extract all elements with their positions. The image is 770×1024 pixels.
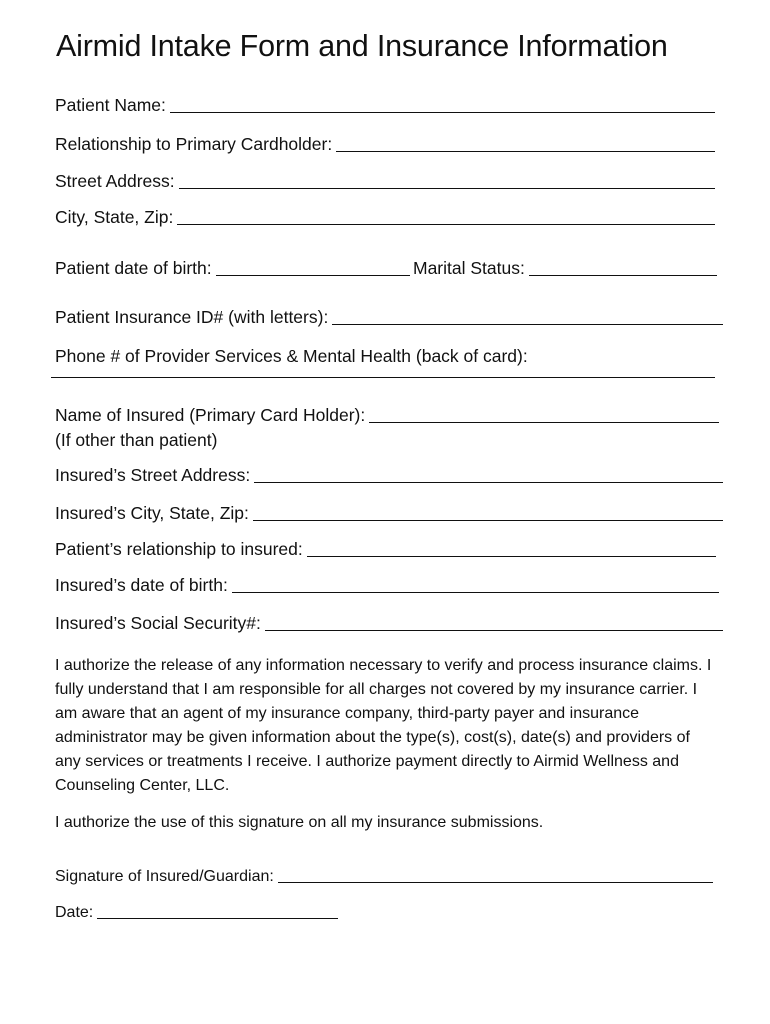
insured-name-field	[55, 405, 719, 426]
city-state-zip-label: City, State, Zip:	[55, 207, 174, 227]
insured-name-note: (If other than patient)	[55, 430, 218, 450]
insured-city-label: Insured’s City, State, Zip:	[55, 503, 249, 523]
insured-ssn-label: Insured’s Social Security#:	[55, 613, 261, 633]
insurance-id-field	[55, 307, 723, 328]
relationship-insured-field	[55, 539, 716, 560]
insured-city-field	[55, 503, 723, 524]
insured-dob-label: Insured’s date of birth:	[55, 575, 228, 595]
insurance-id-input[interactable]	[332, 323, 723, 325]
insured-name-label: Name of Insured (Primary Card Holder):	[55, 405, 366, 425]
patient-dob-label: Patient date of birth:	[55, 258, 212, 278]
authorization-paragraph: I authorize the release of any information necessary to verify and process insurance claims. I fully understand that I am responsible for all charges not covered by my insurance carrier. I am aware that an agent of my insurance company, third-party payer and insurance administrator may be given information about the type(s), cost(s), date(s) and providers of any services or treatments I receive. I authorize payment directly to Airmid Wellness and Counseling Center, LLC.	[55, 657, 712, 794]
relationship-primary-input[interactable]	[336, 150, 715, 152]
date-input[interactable]	[97, 917, 338, 919]
insured-ssn-input[interactable]	[265, 629, 723, 631]
insured-street-label: Insured’s Street Address:	[55, 465, 251, 485]
insured-dob-input[interactable]	[232, 591, 719, 593]
insured-dob-field	[55, 575, 719, 596]
signature-field	[55, 868, 713, 886]
insured-street-input[interactable]	[254, 481, 723, 483]
city-state-zip-input[interactable]	[177, 223, 715, 225]
provider-phone-field	[51, 376, 715, 381]
form-title: Airmid Intake Form and Insurance Information	[56, 29, 668, 63]
street-address-field	[55, 171, 715, 192]
insured-city-input[interactable]	[253, 519, 723, 521]
patient-name-field	[55, 95, 715, 116]
marital-status-input[interactable]	[529, 274, 717, 276]
patient-name-label: Patient Name:	[55, 95, 166, 115]
patient-dob-input[interactable]	[216, 274, 410, 276]
date-field	[55, 904, 338, 922]
provider-phone-label: Phone # of Provider Services & Mental Health (back of card):	[55, 346, 528, 366]
marital-status-field	[413, 258, 717, 279]
relationship-insured-input[interactable]	[307, 555, 716, 557]
marital-status-label: Marital Status:	[413, 258, 525, 278]
street-address-input[interactable]	[179, 187, 715, 189]
relationship-primary-field	[55, 134, 715, 155]
signature-authorization-paragraph: I authorize the use of this signature on all my insurance submissions.	[55, 814, 544, 831]
insurance-id-label: Patient Insurance ID# (with letters):	[55, 307, 329, 327]
relationship-insured-label: Patient’s relationship to insured:	[55, 539, 303, 559]
signature-input[interactable]	[278, 881, 713, 883]
relationship-primary-label: Relationship to Primary Cardholder:	[55, 134, 333, 154]
date-label: Date:	[55, 904, 94, 921]
city-state-zip-field	[55, 207, 715, 228]
signature-label: Signature of Insured/Guardian:	[55, 868, 274, 885]
insured-street-field	[55, 465, 723, 486]
patient-dob-field	[55, 258, 410, 279]
patient-name-input[interactable]	[170, 111, 715, 113]
provider-phone-input[interactable]	[51, 376, 715, 378]
insured-ssn-field	[55, 613, 723, 634]
street-address-label: Street Address:	[55, 171, 175, 191]
insured-name-input[interactable]	[369, 421, 719, 423]
